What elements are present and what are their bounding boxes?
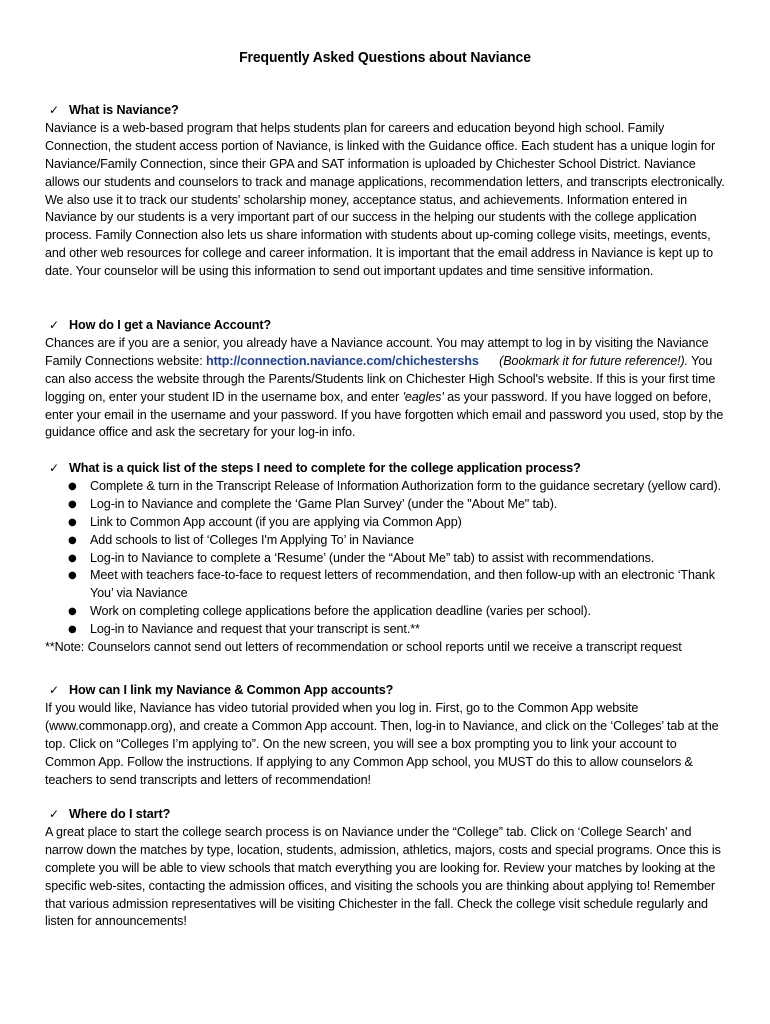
checkmark-icon: ✓ [49,807,59,821]
naviance-link[interactable]: http://connection.naviance.com/chichestershs [206,353,479,368]
password-hint: 'eagles' [402,389,444,404]
faq-section-where-start [45,806,729,931]
list-item: ● Work on completing college applications before the application deadline (varies per school). [45,603,729,621]
question-heading [49,102,729,120]
list-item: ● Log-in to Naviance and complete the ‘Game Plan Survey’ (under the "About Me" tab). [45,496,729,514]
answer-paragraph [45,335,729,442]
list-item: ● Add schools to list of ‘Colleges I'm Applying To’ in Naviance [45,532,729,550]
list-item: ● Complete & turn in the Transcript Release of Information Authorization form to the guidance secretary (yellow card). [45,478,729,496]
question-text: What is a quick list of the steps I need to complete for the college application process? [69,461,581,475]
faq-section-get-account [45,317,729,442]
steps-list [45,478,729,639]
answer-text: as your password. If you have logged on before, enter your email in the username and your password. If you have forgotten which email and password you used, stop by the guidance office and ask the secretary for your log-in info. [45,389,724,440]
question-text: How can I link my Naviance & Common App accounts? [69,683,394,697]
checkmark-icon: ✓ [49,461,59,475]
list-item: ● Link to Common App account (if you are applying via Common App) [45,514,729,532]
bullet-icon: ● [68,534,77,546]
list-item: ● Log-in to Naviance and request that your transcript is sent.** [45,621,729,639]
bullet-icon: ● [68,552,77,564]
bullet-icon: ● [68,498,77,510]
bullet-icon: ● [68,516,77,528]
question-heading [49,682,729,700]
note-text: **Note: Counselors cannot send out letters of recommendation or school reports until we receive a transcript request [45,640,682,655]
checkmark-icon: ✓ [49,103,59,117]
answer-text: Chances are if you are a senior, you already have a Naviance account. You may attempt to log in by visiting the Naviance Family Connections website: [45,335,709,368]
question-heading [49,317,729,335]
list-item: ● Meet with teachers face-to-face to request letters of recommendation, and then follow-up with an electronic ‘Thank You’ via Naviance [68,568,715,601]
checkmark-icon: ✓ [49,318,59,332]
list-item: ● Log-in to Naviance to complete a ‘Resume’ (under the “About Me” tab) to assist with recommendations. [45,550,729,568]
answer-paragraph: A great place to start the college search process is on Naviance under the “College” tab. Click on ‘College Search’ and narrow down the matches by type, location, students, admission, athletics, majors, costs and special programs. Once this is complete you will be able to view schools that match everything you are looking for. Review your matches by looking at the specific web-sites, contacting the admission offices, and visiting the schools you are thinking about applying to! Remember that various admission representatives will be visiting Chichester in the fall. Check the college visit schedule regularly and listen for announcements! [45,824,721,929]
bookmark-note: (Bookmark it for future reference!). [499,353,689,368]
faq-section-steps [45,460,729,657]
question-heading [49,806,729,824]
answer-paragraph: Naviance is a web-based program that helps students plan for careers and education beyond high school. Family Connection, the student access portion of Naviance, is linked with the Guidance office. Each student has a unique login for Naviance/Family Connection, since their GPA and SAT information is uploaded by Chichester School District. Naviance allows our students and counselors to track and manage applications, recommendation letters, and transcripts electronically. We also use it to track our students' scholarship money, acceptance status, and achievements. Information entered in Naviance by our students is a very important part of our success in the helping our students with the college application process. Family Connection also lets us share information with students about up-coming college visits, meetings, events, and other web resources for college and career information. It is important that the email address in Naviance is kept up to date. Your counselor will be using this information to send out important updates and time sensitive information. [45,120,725,279]
bullet-icon: ● [68,480,77,492]
answer-paragraph: If you would like, Naviance has video tutorial provided when you log in. First, go to the Common App website (www.commonapp.org), and create a Common App account. Then, log-in to Naviance, and click on the ‘Colleges’ tab at the top. Click on “Colleges I’m applying to”. On the new screen, you will see a box prompting you to link your account to Common App. Follow the instructions. If applying to any Common App school, you MUST do this to allow counselors & teachers to send transcripts and letters of recommendation! [45,700,719,787]
question-text: Where do I start? [69,807,171,821]
answer-text: You can also access the website through the Parents/Students link on Chichester High School's website. If this is your first time logging on, enter your student ID in the username box, and enter [45,353,716,404]
faq-section-what-is-naviance [45,102,729,281]
question-heading [49,460,729,478]
page-title: Frequently Asked Questions about Naviance [239,49,531,66]
question-text: How do I get a Naviance Account? [69,318,272,332]
checkmark-icon: ✓ [49,683,59,697]
bullet-icon: ● [68,606,77,618]
bullet-icon: ● [68,624,77,636]
bullet-icon: ● [68,570,77,582]
faq-section-link-accounts [45,682,729,789]
question-text: What is Naviance? [69,103,179,117]
